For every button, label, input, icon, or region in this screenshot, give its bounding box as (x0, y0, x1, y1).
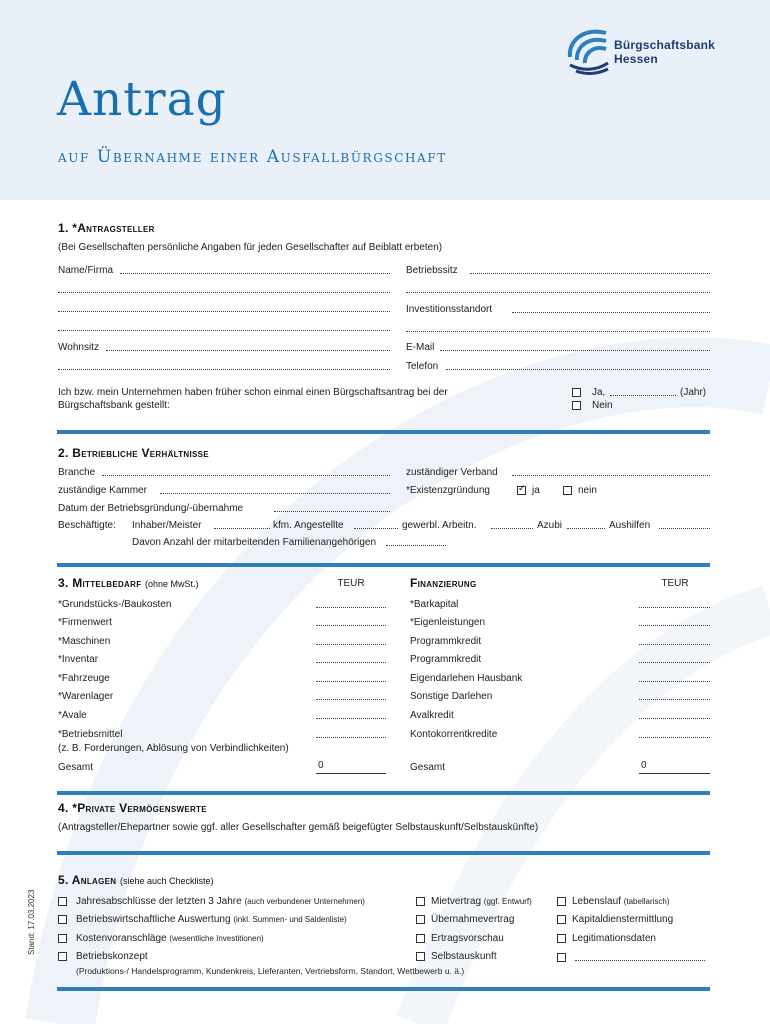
verband-label: zuständiger Verband (406, 467, 498, 478)
page-subtitle: auf Übernahme einer Ausfallbürgschaft (58, 147, 447, 167)
mittelbedarf-item-value-field[interactable] (316, 636, 386, 645)
anlage-item (572, 896, 670, 907)
anlage-item-label: Legitimationsdaten (572, 933, 656, 944)
section5-title: 5. Anlagen (58, 873, 117, 887)
finanzierung-heading: Finanzierung (410, 576, 477, 590)
prior-ja-label: Ja, (592, 387, 606, 398)
brand-name-line2: Hessen (614, 52, 658, 66)
prior-jahr-label: (Jahr) (680, 387, 707, 398)
finanzierung-item-label: Avalkredit (410, 710, 454, 721)
anlage-item-note: (inkl. Summen- und Saldenliste) (233, 915, 347, 924)
anlage-checkbox[interactable] (557, 934, 566, 943)
kfm-field[interactable] (354, 520, 398, 529)
anlage-checkbox[interactable] (416, 934, 425, 943)
anlage-item (431, 896, 532, 907)
anlage-checkbox[interactable] (58, 934, 67, 943)
anlage-item (431, 933, 504, 944)
mittelbedarf-item-label: *Inventar (58, 654, 99, 665)
section4-heading: 4. *Private Vermögenswerte (58, 801, 207, 815)
finanzierung-item-label: *Barkapital (410, 599, 459, 610)
finanzierung-item-value-field[interactable] (639, 729, 710, 738)
email-label: E-Mail (406, 342, 435, 353)
anlage-item-label: Kostenvoranschläge (76, 933, 167, 944)
prior-ja-checkbox[interactable] (572, 388, 581, 397)
mittelbedarf-item-label: *Fahrzeuge (58, 673, 110, 684)
mittelbedarf-gesamt-line (316, 773, 386, 774)
existenz-label: *Existenzgründung (406, 485, 490, 496)
brand-name-line1: Bürgschaftsbank (614, 38, 716, 52)
anlage-checkbox[interactable] (416, 897, 425, 906)
mittelbedarf-item-label: *Avale (58, 710, 87, 721)
mittelbedarf-item-value-field[interactable] (316, 599, 386, 608)
finanzierung-item-label: Programmkredit (410, 654, 482, 665)
azubi-label: Azubi (537, 520, 563, 531)
anlage-checkbox[interactable] (58, 915, 67, 924)
anlage-item (76, 951, 148, 962)
anlage-checkbox[interactable] (58, 952, 67, 961)
name-field-line2[interactable] (58, 284, 390, 293)
verband-field[interactable] (512, 467, 710, 476)
brand-swoosh-icon (566, 27, 610, 75)
anlage-sonstige-checkbox[interactable] (557, 953, 566, 962)
telefon-field[interactable] (446, 361, 710, 370)
familie-field[interactable] (386, 537, 446, 546)
mittelbedarf-item-label: *Grundstücks-/Baukosten (58, 599, 172, 610)
anlage-item (76, 914, 347, 925)
inhaber-field[interactable] (214, 520, 270, 529)
name-field-line4[interactable] (58, 322, 390, 331)
anlage-item-label: Mietvertrag (431, 896, 482, 907)
existenz-ja-label: ja (532, 485, 540, 496)
finanzierung-item-label: Kontokorrentkredite (410, 729, 498, 740)
stand-date: Stand: 17.03.2023 (27, 889, 36, 955)
page-title: Antrag (57, 72, 227, 127)
mittelbedarf-item-label: *Betriebsmittel (58, 729, 123, 740)
anlage-item-label: Betriebswirtschaftliche Auswertung (76, 914, 231, 925)
section5-note: (siehe auch Checkliste) (119, 876, 214, 886)
investitionsstandort-field[interactable] (512, 304, 710, 313)
email-field[interactable] (440, 342, 710, 351)
existenz-nein-label: nein (578, 485, 597, 496)
section1-heading: 1. *Antragsteller (58, 221, 155, 235)
familie-label: Davon Anzahl der mitarbeitenden Familienangehörigen (132, 537, 377, 548)
anlage-item-label: Übernahmevertrag (431, 914, 515, 925)
mittelbedarf-item-value-field[interactable] (316, 691, 386, 700)
mittelbedarf-gesamt-label: Gesamt (58, 762, 94, 773)
prior-application-question-line2: Bürgschaftsbank gestellt: (58, 400, 170, 411)
section-divider (57, 430, 710, 434)
finanzierung-item-value-field[interactable] (639, 673, 710, 682)
section-divider (57, 563, 710, 567)
section3-note: (ohne MwSt.) (145, 579, 199, 589)
name-field[interactable] (120, 265, 390, 274)
branche-field[interactable] (102, 467, 390, 476)
betriebskonzept-footnote: (Produktions-/ Handelsprogramm, Kundenkreis, Lieferanten, Vertriebsform, Standort, Wettbewerb u. ä.) (76, 966, 465, 976)
betriebsmittel-note: (z. B. Forderungen, Ablösung von Verbindlichkeiten) (58, 743, 289, 754)
investitionsstandort-label: Investitionsstandort (406, 304, 493, 315)
finanzierung-gesamt-line (639, 773, 710, 774)
kfm-label: kfm. Angestellte (273, 520, 344, 531)
finanzierung-item-value-field[interactable] (639, 617, 710, 626)
investitionsstandort-field-line2[interactable] (406, 323, 710, 332)
finanzierung-gesamt-label: Gesamt (410, 762, 446, 773)
mittelbedarf-item-label: *Firmenwert (58, 617, 112, 628)
wohnsitz-field[interactable] (106, 342, 390, 351)
anlage-checkbox[interactable] (416, 952, 425, 961)
section2-heading: 2. Betriebliche Verhältnisse (58, 446, 209, 460)
wohnsitz-label: Wohnsitz (58, 342, 99, 353)
prior-jahr-field[interactable] (610, 387, 676, 396)
beschaeftigte-label: Beschäftigte: (58, 520, 116, 531)
betriebssitz-field[interactable] (470, 265, 710, 274)
anlage-item-note: (tabellarisch) (623, 897, 670, 906)
finanzierung-item-value-field[interactable] (639, 599, 710, 608)
anlage-item-label: Lebenslauf (572, 896, 621, 907)
kammer-label: zuständige Kammer (58, 485, 147, 496)
azubi-field[interactable] (567, 520, 605, 529)
datum-field[interactable] (274, 503, 390, 512)
finanzierung-item-value-field[interactable] (639, 636, 710, 645)
anlage-item-label: Kapitaldienstermittlung (572, 914, 674, 925)
mittelbedarf-item-label: *Warenlager (58, 691, 114, 702)
anlage-checkbox[interactable] (58, 897, 67, 906)
mittelbedarf-gesamt-value: 0 (318, 760, 324, 771)
mittelbedarf-item-value-field[interactable] (316, 673, 386, 682)
section3-heading (58, 576, 199, 590)
prior-nein-checkbox[interactable] (572, 401, 581, 410)
mittelbedarf-item-value-field[interactable] (316, 710, 386, 719)
mittelbedarf-item-value-field[interactable] (316, 654, 386, 663)
existenz-nein-checkbox[interactable] (563, 486, 572, 495)
finanzierung-item-label: Sonstige Darlehen (410, 691, 493, 702)
branche-label: Branche (58, 467, 96, 478)
section1-note: (Bei Gesellschaften persönliche Angaben für jeden Gesellschafter auf Beiblatt erbeten) (58, 242, 443, 253)
mittelbedarf-teur-header: TEUR (337, 578, 365, 589)
datum-label: Datum der Betriebsgründung/-übernahme (58, 503, 244, 514)
anlage-item-label: Jahresabschlüsse der letzten 3 Jahre (76, 896, 242, 907)
finanzierung-teur-header: TEUR (661, 578, 689, 589)
finanzierung-item-value-field[interactable] (639, 691, 710, 700)
section-divider (57, 851, 710, 855)
anlage-item-label: Selbstauskunft (431, 951, 497, 962)
section4-note: (Antragsteller/Ehepartner sowie ggf. aller Gesellschafter gemäß beigefügter Selbstauskunft/Selbstauskünfte) (58, 822, 539, 833)
betriebssitz-field-line2[interactable] (406, 284, 710, 293)
anlage-item (572, 914, 673, 925)
mittelbedarf-item-value-field[interactable] (316, 729, 386, 738)
name-field-line3[interactable] (58, 303, 390, 312)
anlage-checkbox[interactable] (557, 897, 566, 906)
kammer-field[interactable] (160, 485, 390, 494)
anlage-item-note: (ggf. Entwurf) (483, 897, 532, 906)
anlage-item-label: Betriebskonzept (76, 951, 148, 962)
anlage-item (572, 933, 656, 944)
telefon-label: Telefon (406, 361, 439, 372)
section3-title: 3. Mittelbedarf (58, 576, 142, 590)
finanzierung-item-value-field[interactable] (639, 710, 710, 719)
finanzierung-item-label: *Eigenleistungen (410, 617, 486, 628)
finanzierung-item-value-field[interactable] (639, 654, 710, 663)
anlage-sonstige-field[interactable] (575, 952, 705, 961)
anlage-item (431, 914, 514, 925)
finanzierung-gesamt-value: 0 (641, 760, 647, 771)
anlage-item (431, 951, 497, 962)
finanzierung-item-label: Programmkredit (410, 636, 482, 647)
brand-logo (566, 27, 736, 77)
anlage-item-label: Ertragsvorschau (431, 933, 504, 944)
prior-nein-label: Nein (592, 400, 613, 411)
aushilfen-field[interactable] (659, 520, 710, 529)
mittelbedarf-item-value-field[interactable] (316, 617, 386, 626)
gewerbl-field[interactable] (491, 520, 533, 529)
wohnsitz-field-line2[interactable] (58, 361, 390, 370)
finanzierung-item-label: Eigendarlehen Hausbank (410, 673, 523, 684)
anlage-checkbox[interactable] (416, 915, 425, 924)
name-label: Name/Firma (58, 265, 114, 276)
inhaber-label: Inhaber/Meister (132, 520, 202, 531)
anlage-item-note: (auch verbundener Unternehmen) (244, 897, 365, 906)
section5-heading (58, 873, 214, 887)
betriebssitz-label: Betriebssitz (406, 265, 458, 276)
section-divider (57, 987, 710, 991)
gewerbl-label: gewerbl. Arbeitn. (402, 520, 477, 531)
section-divider (57, 791, 710, 795)
aushilfen-label: Aushilfen (609, 520, 651, 531)
anlage-item (76, 933, 264, 944)
existenz-ja-checkbox[interactable] (517, 486, 526, 495)
mittelbedarf-item-label: *Maschinen (58, 636, 111, 647)
prior-application-question: Ich bzw. mein Unternehmen haben früher schon einmal einen Bürgschaftsantrag bei der (58, 387, 448, 398)
anlage-item-note: (wesentliche Investitionen) (169, 934, 264, 943)
anlage-checkbox[interactable] (557, 915, 566, 924)
anlage-item (76, 896, 365, 907)
